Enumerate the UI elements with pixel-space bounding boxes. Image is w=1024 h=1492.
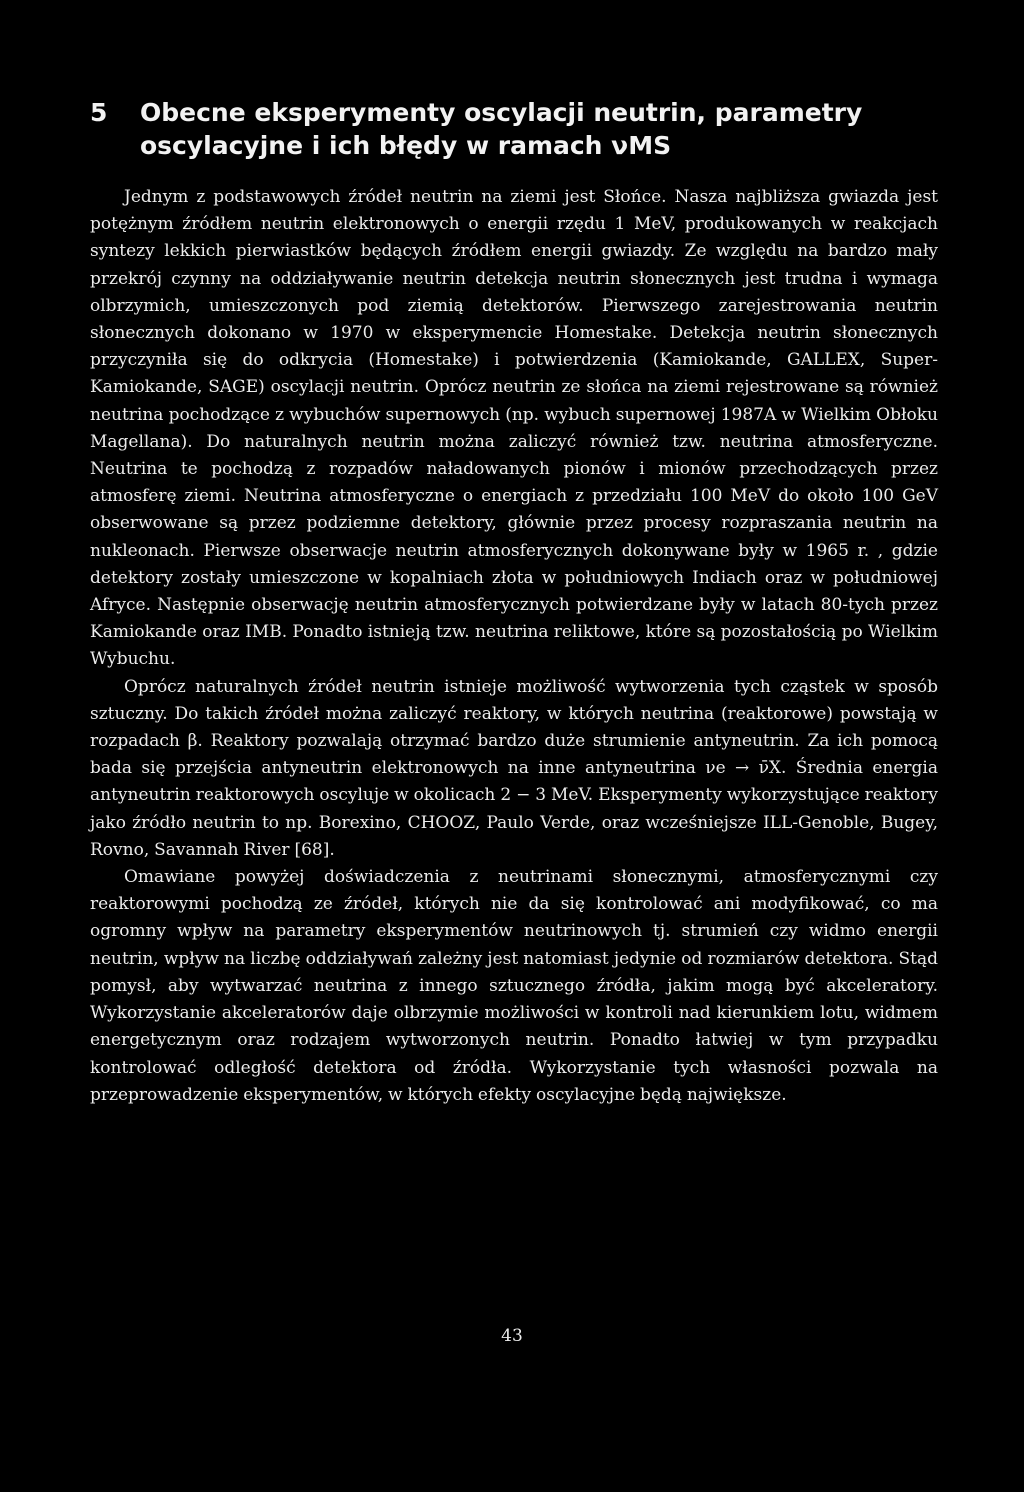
page-content xyxy=(90,96,938,1109)
paragraph-reactor-neutrinos: Oprócz naturalnych źródeł neutrin istnieje możliwość wytworzenia tych cząstek w sposób sztuczny. Do takich źródeł można zaliczyć reaktory, w których neutrina (reaktorowe) powstają w rozpadach β. Reaktory pozwalają otrzymać bardzo duże strumienie antyneutrin. Za ich pomocą bada się przejścia antyneutrin elektronowych na inne antyneutrina νe → ν̄X. Średnia energia antyneutrin reaktorowych oscyluje w okolicach 2 − 3 MeV. Eksperymenty wykorzystujące reaktory jako źródło neutrin to np. Borexino, CHOOZ, Paulo Verde, oraz wcześniejsze ILL-Genoble, Bugey, Rovno, Savannah River [68]. xyxy=(90,676,938,860)
section-number: 5 xyxy=(90,98,108,127)
page-number: 43 xyxy=(501,1326,523,1346)
paragraph-accelerator-neutrinos: Omawiane powyżej doświadczenia z neutrinami słonecznymi, atmosferycznymi czy reaktorowymi pochodzą ze źródeł, których nie da się kontrolować ani modyfikować, co ma ogromny wpływ na parametry eksperymentów neutrinowych tj. strumień czy widmo energii neutrin, wpływ na liczbę oddziaływań zależny jest natomiast jedynie od rozmiarów detektora. Stąd pomysł, aby wytwarzać neutrina z innego sztucznego źródła, jakim mogą być akceleratory. Wykorzystanie akceleratorów daje olbrzymie możliwości w kontroli nad kierunkiem lotu, widmem energetycznym oraz rodzajem wytworzonych neutrin. Ponadto łatwiej w tym przypadku kontrolować odległość detektora od źródła. Wykorzystanie tych własności pozwala na przeprowadzenie eksperymentów, w których efekty oscylacyjne będą największe. xyxy=(90,867,938,1105)
paragraph-solar-neutrinos: Jednym z podstawowych źródeł neutrin na ziemi jest Słońce. Nasza najbliższa gwiazda jest potężnym źródłem neutrin elektronowych o energii rzędu 1 MeV, produkowanych w reakcjach syntezy lekkich pierwiastków będących źródłem energii gwiazdy. Ze względu na bardzo mały przekrój czynny na oddziaływanie neutrin detekcja neutrin słonecznych jest trudna i wymaga olbrzymich, umieszczonych pod ziemią detektorów. Pierwszego zarejestrowania neutrin słonecznych dokonano w 1970 w eksperymencie Homestake. Detekcja neutrin słonecznych przyczyniła się do odkrycia (Homestake) i potwierdzenia (Kamiokande, GALLEX, Super-Kamiokande, SAGE) oscylacji neutrin. Oprócz neutrin ze słońca na ziemi rejestrowane są również neutrina pochodzące z wybuchów supernowych (np. wybuch supernowej 1987A w Wielkim Obłoku Magellana). Do naturalnych neutrin można zaliczyć również tzw. neutrina atmosferyczne. Neutrina te pochodzą z rozpadów naładowanych pionów i mionów przechodzących przez atmosferę ziemi. Neutrina atmosferyczne o energiach z przedziału 100 MeV do około 100 GeV obserwowane są przez podziemne detektory, głównie przez procesy rozpraszania neutrin na nukleonach. Pierwsze obserwacje neutrin atmosferycznych dokonywane były w 1965 r. , gdzie detektory zostały umieszczone w kopalniach złota w południowych Indiach oraz w południowej Afryce. Następnie obserwację neutrin atmosferycznych potwierdzane były w latach 80-tych przez Kamiokande oraz IMB. Ponadto istnieją tzw. neutrina reliktowe, które są pozostałością po Wielkim Wybuchu. xyxy=(90,187,938,670)
section-heading xyxy=(90,96,938,162)
section-title: Obecne eksperymenty oscylacji neutrin, parametry oscylacyjne i ich błędy w ramach νMS xyxy=(140,98,863,160)
